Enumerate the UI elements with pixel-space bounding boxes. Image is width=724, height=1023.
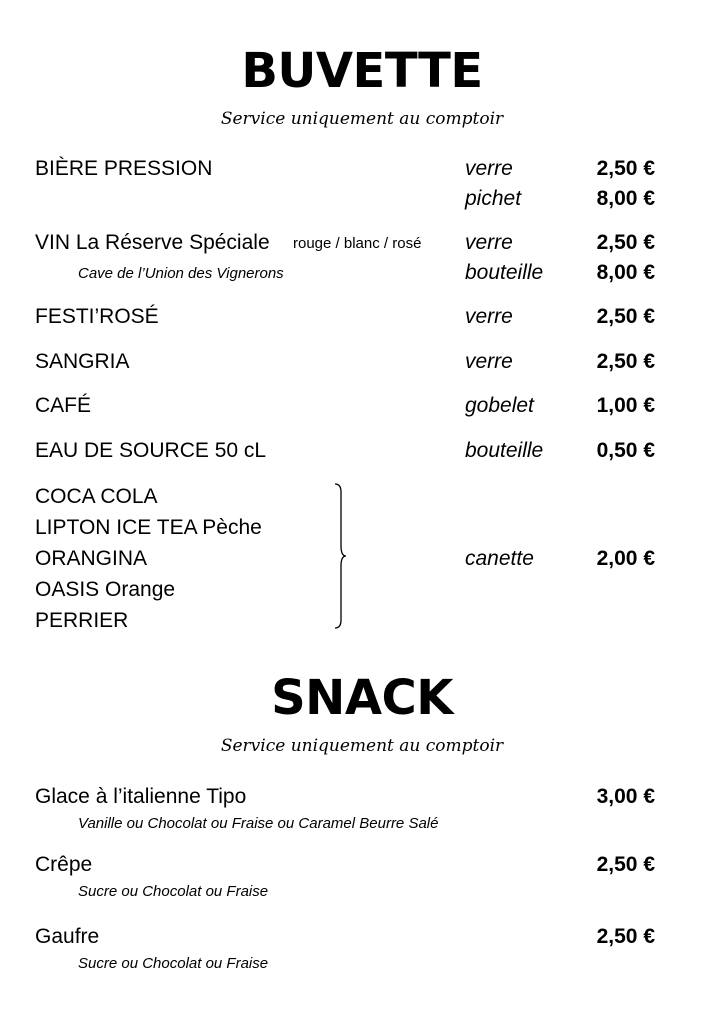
crepe-note: Sucre ou Chocolat ou Fraise — [78, 883, 269, 900]
soda-item-coca: COCA COLA — [35, 485, 158, 508]
biere-name: BIÈRE PRESSION — [35, 157, 213, 180]
buvette-subtitle: Service uniquement au comptoir — [220, 109, 504, 129]
vin-price-bouteille: 8,00 € — [596, 261, 655, 284]
soda-item-lipton: LIPTON ICE TEA Pèche — [35, 516, 262, 539]
vin-unit-verre: verre — [465, 231, 513, 254]
gaufre-price: 2,50 € — [596, 925, 655, 948]
sangria-unit: verre — [465, 350, 513, 373]
cafe-price: 1,00 € — [596, 394, 655, 417]
biere-unit-pichet: pichet — [465, 187, 522, 210]
glace-name: Glace à l’italienne Tipo — [35, 785, 247, 808]
festirose-unit: verre — [465, 305, 513, 328]
vin-colors: rouge / blanc / rosé — [293, 235, 422, 252]
gaufre-note: Sucre ou Chocolat ou Fraise — [78, 955, 269, 972]
vin-name: VIN La Réserve Spéciale — [35, 231, 270, 254]
vin-unit-bouteille: bouteille — [465, 261, 544, 284]
festirose-price: 2,50 € — [596, 305, 655, 328]
festirose-name: FESTI’ROSÉ — [35, 305, 159, 328]
eau-price: 0,50 € — [596, 439, 655, 462]
soda-item-oasis: OASIS Orange — [35, 578, 176, 601]
eau-name: EAU DE SOURCE 50 cL — [35, 439, 267, 462]
soda-item-perrier: PERRIER — [35, 609, 129, 632]
soda-unit: canette — [465, 547, 534, 570]
soda-item-orangina: ORANGINA — [35, 547, 148, 570]
snack-title: SNACK — [271, 670, 453, 726]
cafe-name: CAFÉ — [35, 394, 92, 417]
gaufre-name: Gaufre — [35, 925, 100, 948]
biere-price-pichet: 8,00 € — [596, 187, 655, 210]
cafe-unit: gobelet — [465, 394, 534, 417]
snack-subtitle: Service uniquement au comptoir — [220, 736, 504, 756]
sangria-name: SANGRIA — [35, 350, 130, 373]
glace-note: Vanille ou Chocolat ou Fraise ou Caramel Beurre Salé — [78, 815, 439, 832]
crepe-price: 2,50 € — [596, 853, 655, 876]
biere-unit-verre: verre — [465, 157, 513, 180]
vin-note: Cave de l’Union des Vignerons — [78, 265, 284, 282]
vin-price-verre: 2,50 € — [596, 231, 655, 254]
biere-price-verre: 2,50 € — [596, 157, 655, 180]
glace-price: 3,00 € — [596, 785, 655, 808]
soda-brace-icon — [333, 482, 349, 632]
sangria-price: 2,50 € — [596, 350, 655, 373]
buvette-title: BUVETTE — [241, 43, 483, 99]
eau-unit: bouteille — [465, 439, 544, 462]
soda-price: 2,00 € — [596, 547, 655, 570]
crepe-name: Crêpe — [35, 853, 93, 876]
